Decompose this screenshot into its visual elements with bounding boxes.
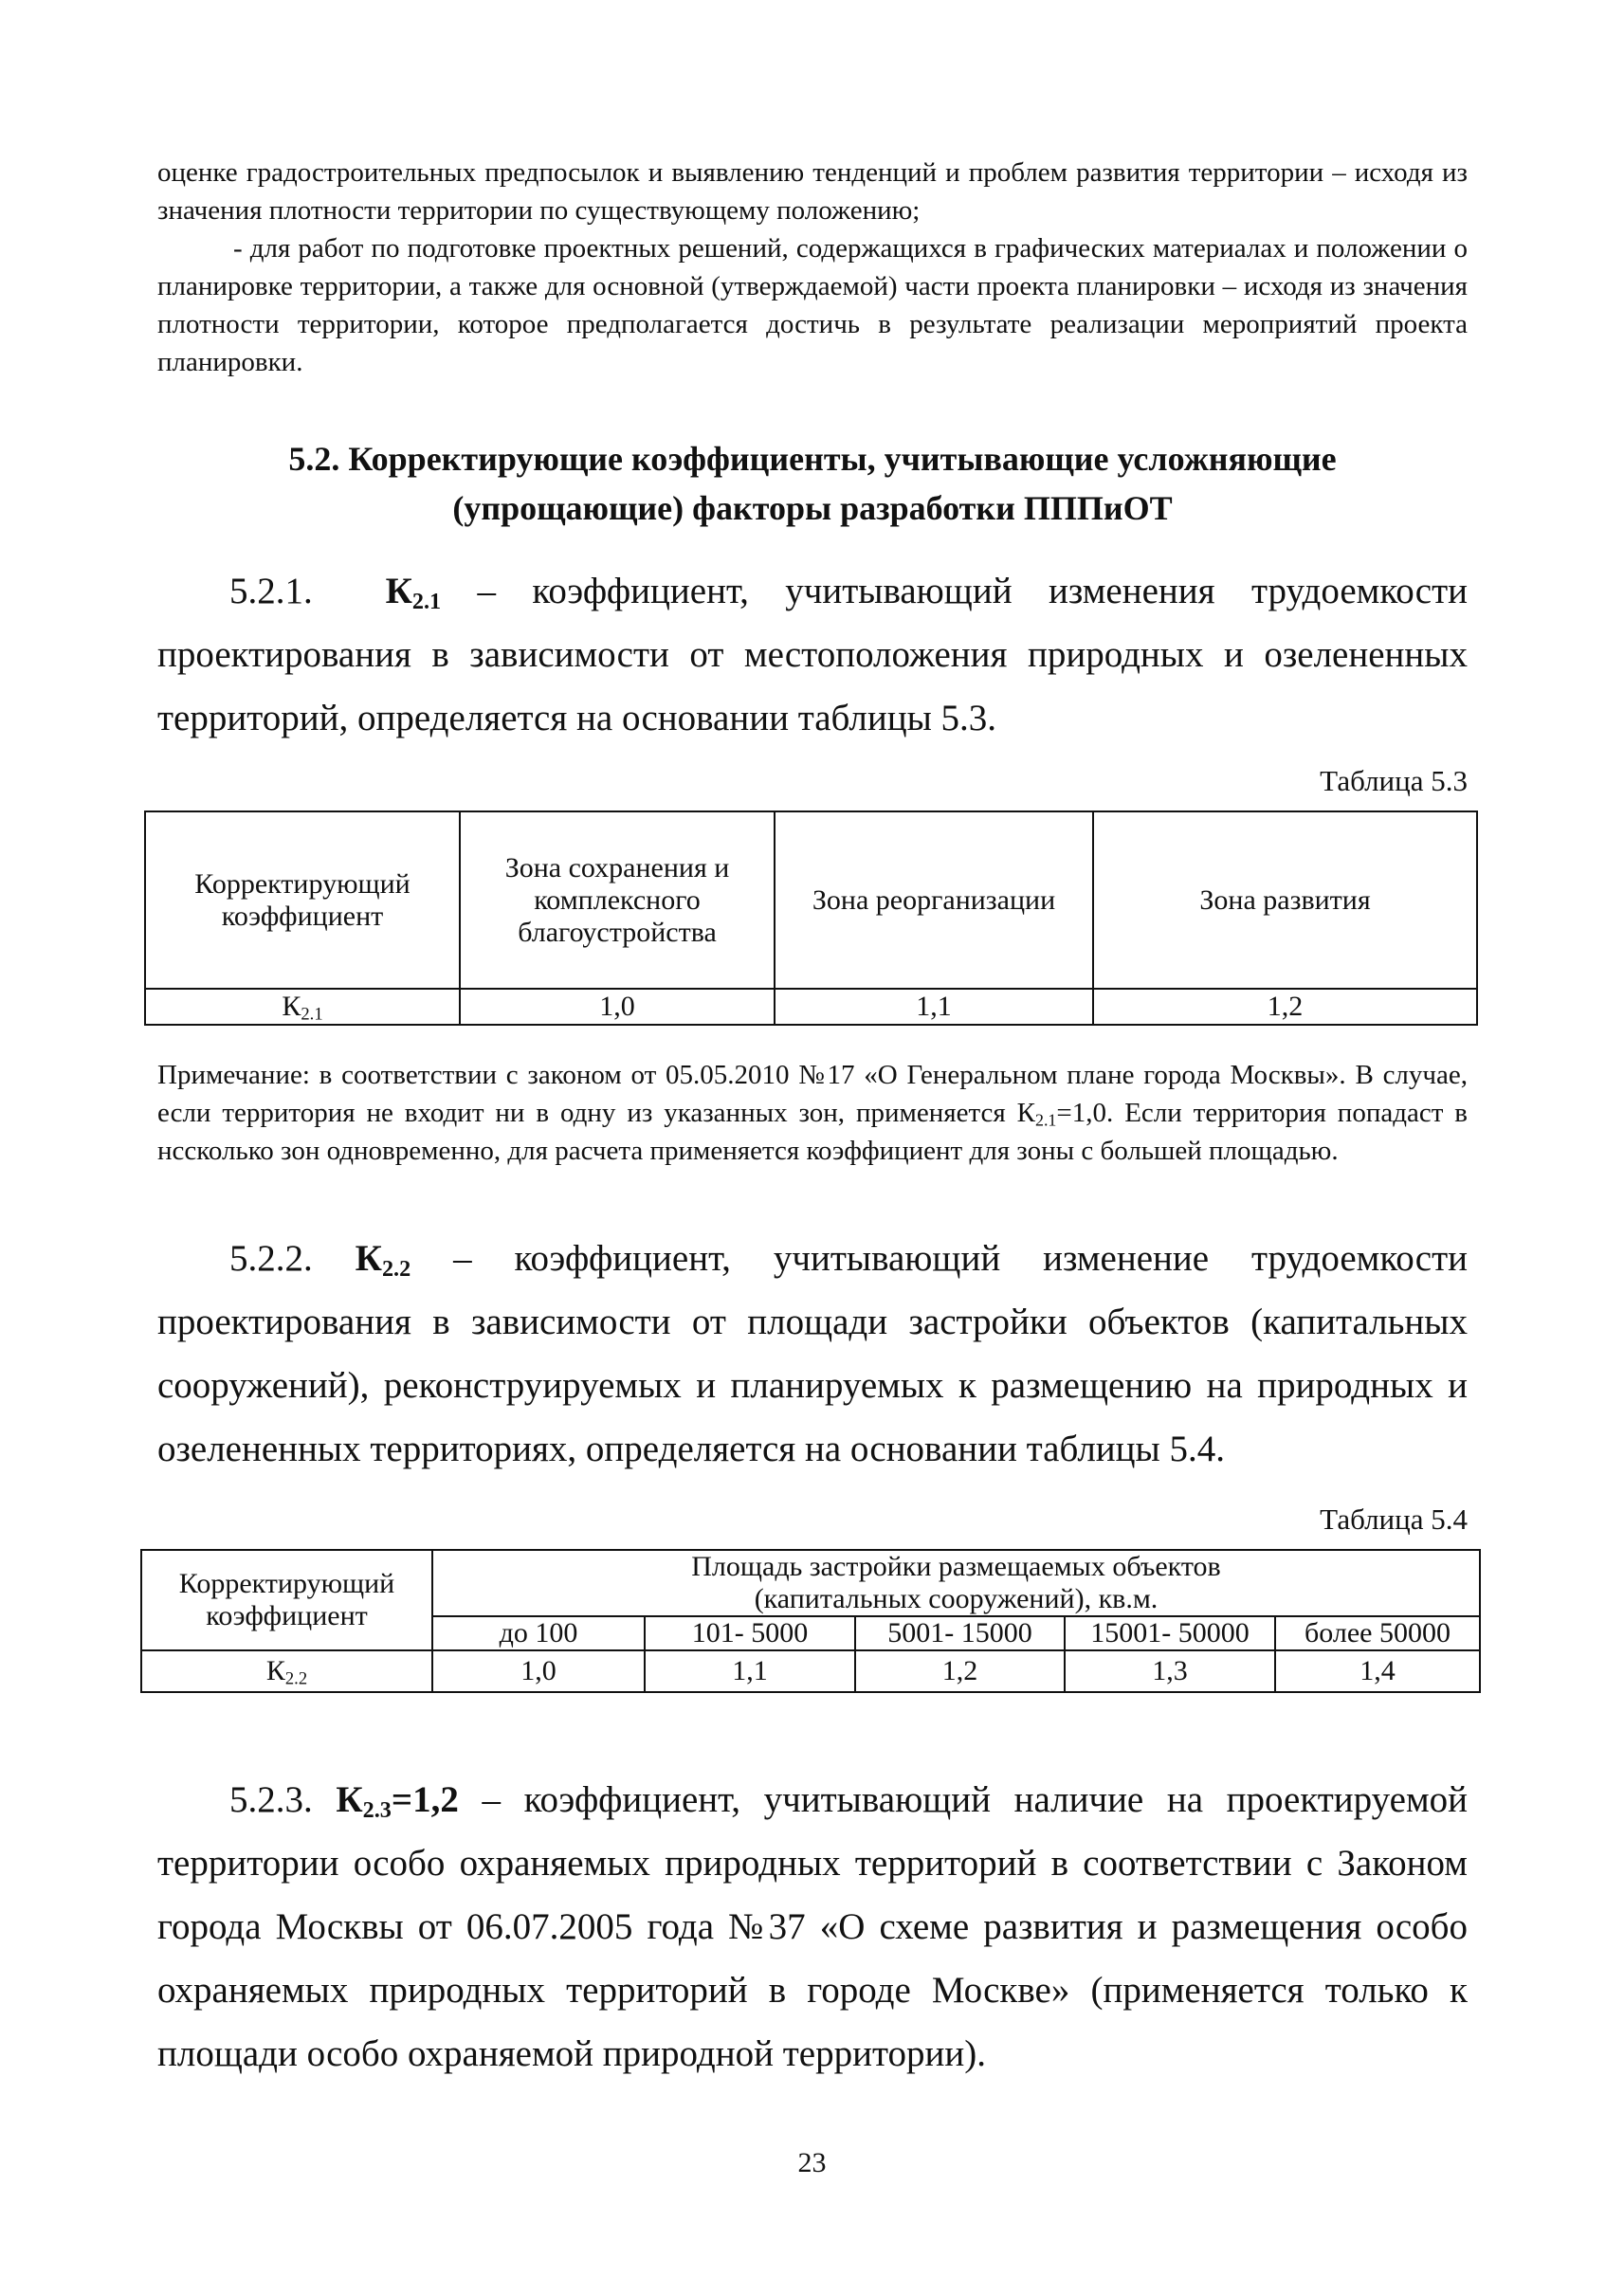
paragraph-number: 5.2.1.: [229, 571, 313, 611]
paragraph-5-2-2: [157, 1227, 1468, 1481]
intro-block: [157, 154, 1468, 381]
header-cell: Корректирующий коэффициент: [145, 811, 460, 989]
table-header-row: [145, 811, 1477, 989]
value-cell: 1,3: [1065, 1650, 1275, 1692]
value-cell: 1,0: [460, 989, 775, 1025]
paragraph-5-2-3: [157, 1768, 1468, 2086]
paragraph-text: – коэффициент, учитывающий изменение трудоемкости проектирования в зависимости от площади застройки объектов (капитальных сооружений), реконструируемых и планируемых к размещению на природных и озелененных территориях, определяется на основании таблицы 5.4.: [157, 1238, 1468, 1469]
value-cell: 1,1: [645, 1650, 855, 1692]
value-cell: 1,2: [855, 1650, 1065, 1692]
paragraph-text: – коэффициент, учитывающий наличие на проектируемой территории особо охраняемых природных территорий в соответствии с Законом города Москвы от 06.07.2005 года №37 «О схеме развития и размещения особо охраняемых природных территорий в городе Москве» (применяется только к площади особо охраняемой природной территории).: [157, 1779, 1468, 2074]
value-cell: 1,1: [775, 989, 1093, 1025]
table-5-3-caption: Таблица 5.3: [1320, 764, 1468, 797]
header-cell: Зона развития: [1093, 811, 1477, 989]
value-cell: 1,4: [1275, 1650, 1480, 1692]
paragraph-number: 5.2.3.: [229, 1779, 313, 1820]
page-number: 23: [797, 2147, 827, 2178]
row-label-cell: $К_{2.2}$: [141, 1650, 432, 1692]
table-5-4: [140, 1549, 1481, 1693]
table-5-4-caption: Таблица 5.4: [1320, 1503, 1468, 1536]
value-cell: 1,2: [1093, 989, 1477, 1025]
header-cell: Зона сохранения и комплексного благоустройства: [460, 811, 775, 989]
table-header-row: [141, 1550, 1480, 1616]
table-row: [141, 1650, 1480, 1692]
row-label-cell: $К_{2.1}$: [145, 989, 460, 1025]
intro-paragraph: оценке градостроительных предпосылок и выявлению тенденций и проблем развития территории – исходя из значения плотности территории по существующему положению;: [157, 157, 1468, 226]
coefficient-k23: $К_{2.3}=1,2$: [336, 1779, 459, 1824]
paragraph-number: 5.2.2.: [229, 1238, 313, 1279]
section-heading-line2: (упрощающие) факторы разработки ПППиОТ: [452, 489, 1173, 527]
header-cell: Зона реорганизации: [775, 811, 1093, 989]
range-cell: 15001- 50000: [1065, 1616, 1275, 1650]
range-cell: до 100: [432, 1616, 645, 1650]
table-5-3: [144, 811, 1478, 1026]
header-cell: Корректирующий коэффициент: [141, 1550, 432, 1650]
section-heading: [157, 434, 1468, 533]
intro-bullet: - для работ по подготовке проектных решений, содержащихся в графических материалах и положении о планировке территории, а также для основной (утверждаемой) части проекта планировки – исходя из значения плотности территории, которое предполагается достичь в результате реализации мероприятий проекта планировки.: [157, 233, 1468, 377]
range-cell: 5001- 15000: [855, 1616, 1065, 1650]
coefficient-k21: $К_{2.1}$: [385, 571, 442, 615]
paragraph-5-2-1: [157, 559, 1468, 750]
header-group-cell: Площадь застройки размещаемых объектов (капитальных сооружений), кв.м.: [432, 1550, 1480, 1616]
section-heading-line1: 5.2. Корректирующие коэффициенты, учитывающие усложняющие: [288, 440, 1337, 478]
coefficient-k22: $К_{2.2}$: [355, 1238, 411, 1283]
range-cell: более 50000: [1275, 1616, 1480, 1650]
range-cell: 101- 5000: [645, 1616, 855, 1650]
table-note: Примечание: в соответствии с законом от 05.05.2010 №17 «О Генеральном плане города Москвы». В случае, если территория не входит ни в одну из указанных зон, применяется $К_{2.1}=1,0$. Если территория попадаст в нссколько зон одновременно, для расчета применяется коэффициент для зоны с большей площадью.: [157, 1060, 1468, 1166]
table-row: [145, 989, 1477, 1025]
value-cell: 1,0: [432, 1650, 645, 1692]
paragraph-text: – коэффициент, учитывающий изменения трудоемкости проектирования в зависимости от местоположения природных и озелененных территорий, определяется на основании таблицы 5.3.: [157, 571, 1468, 738]
